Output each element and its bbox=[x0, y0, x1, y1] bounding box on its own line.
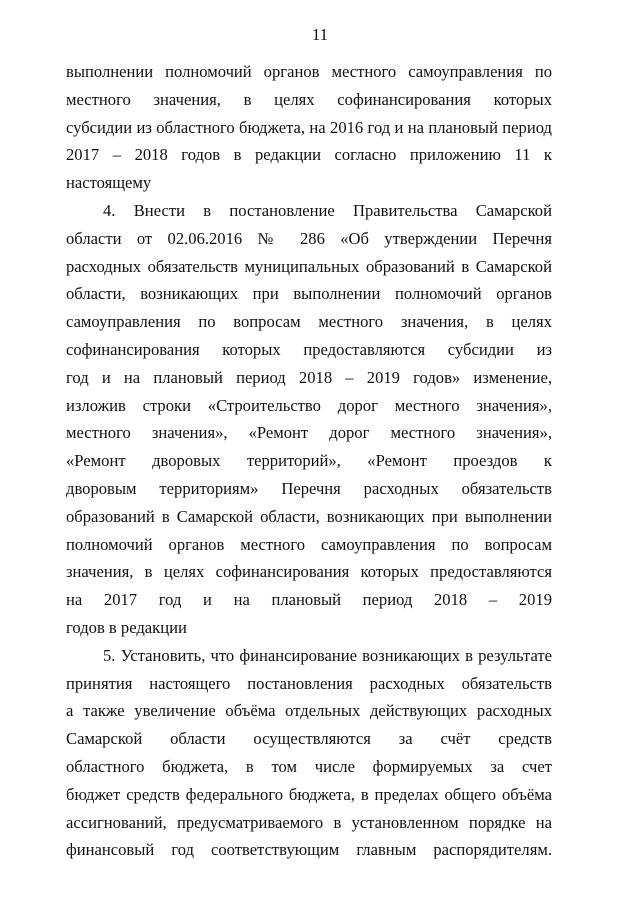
text-line: местного значения», «Ремонт дорог местного значения», bbox=[66, 423, 552, 443]
text-line: субсидии из областного бюджета, на 2016 год и на плановый период bbox=[66, 117, 552, 137]
text-line: 2017 – 2018 годов в редакции согласно приложению 11 к bbox=[66, 145, 552, 165]
text-line: дворовым территориям» Перечня расходных обязательств bbox=[66, 478, 552, 498]
text-line: на 2017 год и на плановый период 2018 – 2019 bbox=[66, 590, 552, 610]
paragraph-continuation bbox=[66, 58, 552, 197]
text-line: Самарской области осуществляются за счёт средств bbox=[66, 729, 552, 749]
text-line: софинансирования которых предоставляются субсидии из bbox=[66, 339, 552, 359]
text-line: бюджет средств федерального бюджета, в пределах общего объёма bbox=[66, 784, 552, 804]
text-line: 4. Внести в постановление Правительства Самарской bbox=[103, 200, 552, 220]
text-line: области, возникающих при выполнении полномочий органов bbox=[66, 284, 552, 304]
text-line: изложив строки «Строительство дорог местного значения», bbox=[66, 395, 552, 415]
text-line: ассигнований, предусматриваемого в установленном порядке на bbox=[66, 812, 552, 832]
text-line: настоящему bbox=[66, 173, 152, 193]
text-line: финансовый год соответствующим главным распорядителям. bbox=[66, 840, 552, 860]
page-number: 11 bbox=[311, 25, 329, 44]
text-line: 5. Установить, что финансирование возникающих в результате bbox=[103, 645, 552, 665]
text-line: областного бюджета, в том числе формируемых за счет bbox=[66, 756, 552, 776]
text-line: принятия настоящего постановления расходных обязательств bbox=[66, 673, 552, 693]
document-body bbox=[66, 58, 552, 892]
text-line: годов в редакции bbox=[66, 617, 187, 637]
text-line: полномочий органов местного самоуправления по вопросам bbox=[66, 534, 552, 554]
text-line bbox=[66, 864, 552, 892]
text-line: «Ремонт дворовых территорий», «Ремонт проездов к bbox=[66, 451, 552, 471]
text-line: образований в Самарской области, возникающих при выполнении bbox=[66, 506, 552, 526]
text-line: выполнении полномочий органов местного самоуправления по bbox=[66, 62, 552, 81]
text-line: местного значения, в целях софинансирования которых bbox=[66, 89, 552, 109]
text-line: расходных обязательств муниципальных образований в Самарской bbox=[66, 256, 552, 276]
text-line: год и на плановый период 2018 – 2019 годов» изменение, bbox=[66, 367, 552, 387]
paragraph-item-5 bbox=[66, 642, 552, 892]
text-line: самоуправления по вопросам местного значения, в целях bbox=[66, 312, 552, 332]
paragraph-item-4 bbox=[66, 197, 552, 642]
text-line: значения, в целях софинансирования которых предоставляются bbox=[66, 562, 552, 582]
text-line: области от 02.06.2016 № 286 «Об утверждении Перечня bbox=[66, 228, 552, 248]
text-line: а также увеличение объёма отдельных действующих расходных bbox=[66, 701, 552, 721]
